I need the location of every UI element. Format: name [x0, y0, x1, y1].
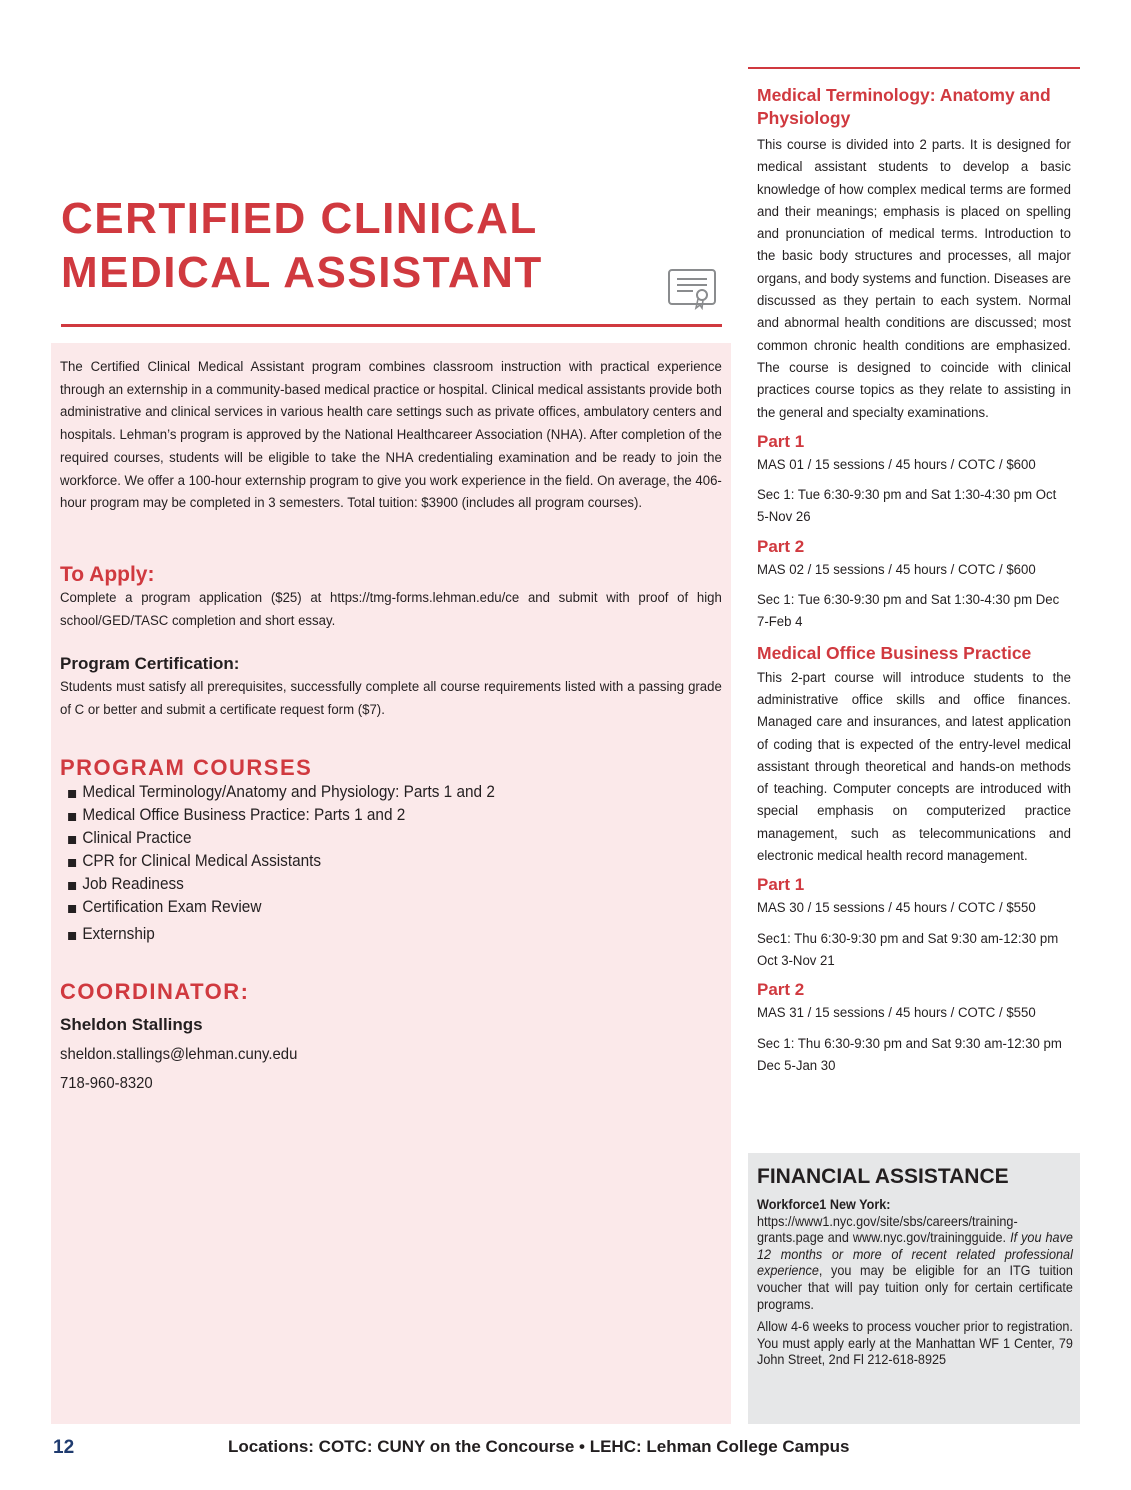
office-part-2-info: MAS 31 / 15 sessions / 45 hours / COTC / $550	[757, 1005, 1036, 1022]
office-part-1-info: MAS 30 / 15 sessions / 45 hours / COTC / $550	[757, 900, 1036, 917]
financial-italic-text: If you have 12 months or more of recent related professional experience	[757, 1230, 1073, 1279]
list-item: Medical Terminology/Anatomy and Physiology: Parts 1 and 2	[60, 781, 676, 804]
office-part-2-section: Sec 1: Thu 6:30-9:30 pm and Sat 9:30 am-12:30 pm Dec 5-Jan 30	[757, 1035, 1062, 1074]
office-part-1-heading: Part 1	[757, 875, 805, 895]
page-number: 12	[53, 1437, 75, 1458]
sidebar-divider	[748, 67, 1080, 69]
med-term-part-2-info: MAS 02 / 15 sessions / 45 hours / COTC / $600	[757, 561, 1036, 578]
med-term-description: This course is divided into 2 parts. It is designed for medical assistant students to develop a basic knowledge of how complex medical terms are formed and their meanings; emphasis is placed on spelling and pronunciation of medical terms. Introduction to the basic body structures and processes, all major organs, and body systems and function. Diseases are discussed as they pertain to each system. Normal and abnormal health conditions are discussed; most common chronic health conditions are emphasized. The course is designed to coincide with clinical practices course topics as they relate to assisting in the general and specialty examinations.	[757, 137, 1071, 421]
list-item: Medical Office Business Practice: Parts 1 and 2	[60, 804, 676, 827]
certificate-icon	[667, 268, 717, 310]
office-practice-title: Medical Office Business Practice	[757, 642, 1032, 663]
financial-assistance-heading: FINANCIAL ASSISTANCE	[757, 1165, 1009, 1188]
office-part-1-section: Sec1: Thu 6:30-9:30 pm and Sat 9:30 am-12:30 pm Oct 3-Nov 21	[757, 930, 1059, 969]
financial-assistance-content	[757, 1165, 1073, 1369]
certification-text: Students must satisfy all prerequisites, successfully complete all course requirements listed with a passing grade of C or better and submit a certificate request form ($7).	[60, 679, 722, 719]
med-term-part-2-heading: Part 2	[757, 536, 805, 556]
coordinator-heading: COORDINATOR:	[60, 978, 250, 1004]
certification-heading: Program Certification:	[60, 654, 240, 674]
financial-assistance-text	[757, 1214, 1073, 1314]
apply-text: Complete a program application ($25) at https://tmg-forms.lehman.edu/ce and submit with proof of high school/GED/TASC completion and short essay.	[60, 589, 722, 629]
footer-locations: Locations: COTC: CUNY on the Concourse • LEHC: Lehman College Campus	[228, 1437, 850, 1456]
med-term-title: Medical Terminology: Anatomy and Physiology	[757, 85, 1051, 128]
list-item: Externship	[60, 923, 676, 946]
list-item: CPR for Clinical Medical Assistants	[60, 850, 676, 873]
program-courses-list	[60, 781, 722, 946]
coordinator-phone: 718-960-8320	[60, 1074, 153, 1092]
financial-links[interactable]: https://www1.nyc.gov/site/sbs/careers/training-grants.page and www.nyc.gov/trainingguide.	[757, 1213, 1018, 1246]
med-term-part-2-section: Sec 1: Tue 6:30-9:30 pm and Sat 1:30-4:30 pm Dec 7-Feb 4	[757, 592, 1060, 631]
program-description: The Certified Clinical Medical Assistant program combines classroom instruction with practical experience through an externship in a community-based medical practice or hospital. Clinical medical assistants provide both administrative and clinical services in various health care settings such as private offices, ambulatory centers and hospitals. Lehman’s program is approved by the National Healthcareer Association (NHA). After completion of the required courses, students will be eligible to take the NHA credentialing examination and be ready to join the workforce. We offer a 100-hour externship program to give you work experience in the field. On average, the 406-hour program may be completed in 3 semesters. Total tuition: $3900 (includes all program courses).	[60, 359, 722, 512]
voucher-note: Allow 4-6 weeks to process voucher prior to registration. You must apply early at the Manhattan WF 1 Center, 79 John Street, 2nd Fl 212-618-8925	[757, 1319, 1073, 1368]
coordinator-email[interactable]: sheldon.stallings@lehman.cuny.edu	[60, 1045, 298, 1063]
title-divider	[61, 324, 722, 327]
list-item: Job Readiness	[60, 873, 676, 896]
program-courses-heading: PROGRAM COURSES	[60, 754, 313, 780]
office-practice-description: This 2-part course will introduce students to the administrative office skills and office finances. Managed care and insurances, and latest application of coding that is expected of the entry-level medical assistant through theoretical and hands-on methods of teaching. Computer concepts are introduced with special emphasis on computerized practice management, such as telecommunications and electronic medical health record management.	[757, 669, 1071, 865]
med-term-part-1-info: MAS 01 / 15 sessions / 45 hours / COTC / $600	[757, 456, 1036, 473]
med-term-part-1-section: Sec 1: Tue 6:30-9:30 pm and Sat 1:30-4:30 pm Oct 5-Nov 26	[757, 487, 1057, 526]
coordinator-name: Sheldon Stallings	[60, 1014, 203, 1034]
page-title-line-1: CERTIFIED CLINICAL	[61, 194, 538, 243]
apply-heading: To Apply:	[60, 562, 155, 586]
office-part-2-heading: Part 2	[757, 980, 805, 1000]
workforce1-heading: Workforce1 New York:	[757, 1197, 891, 1212]
page-title	[61, 192, 661, 300]
list-item: Clinical Practice	[60, 827, 676, 850]
page-title-line-2: MEDICAL ASSISTANT	[61, 248, 543, 297]
financial-rest-text: , you may be eligible for an ITG tuition voucher that will pay tuition only for certain certificate programs.	[757, 1263, 1073, 1312]
course-details	[757, 84, 1071, 1077]
med-term-part-1-heading: Part 1	[757, 431, 805, 451]
program-info-content	[60, 356, 722, 1093]
list-item: Certification Exam Review	[60, 896, 676, 919]
